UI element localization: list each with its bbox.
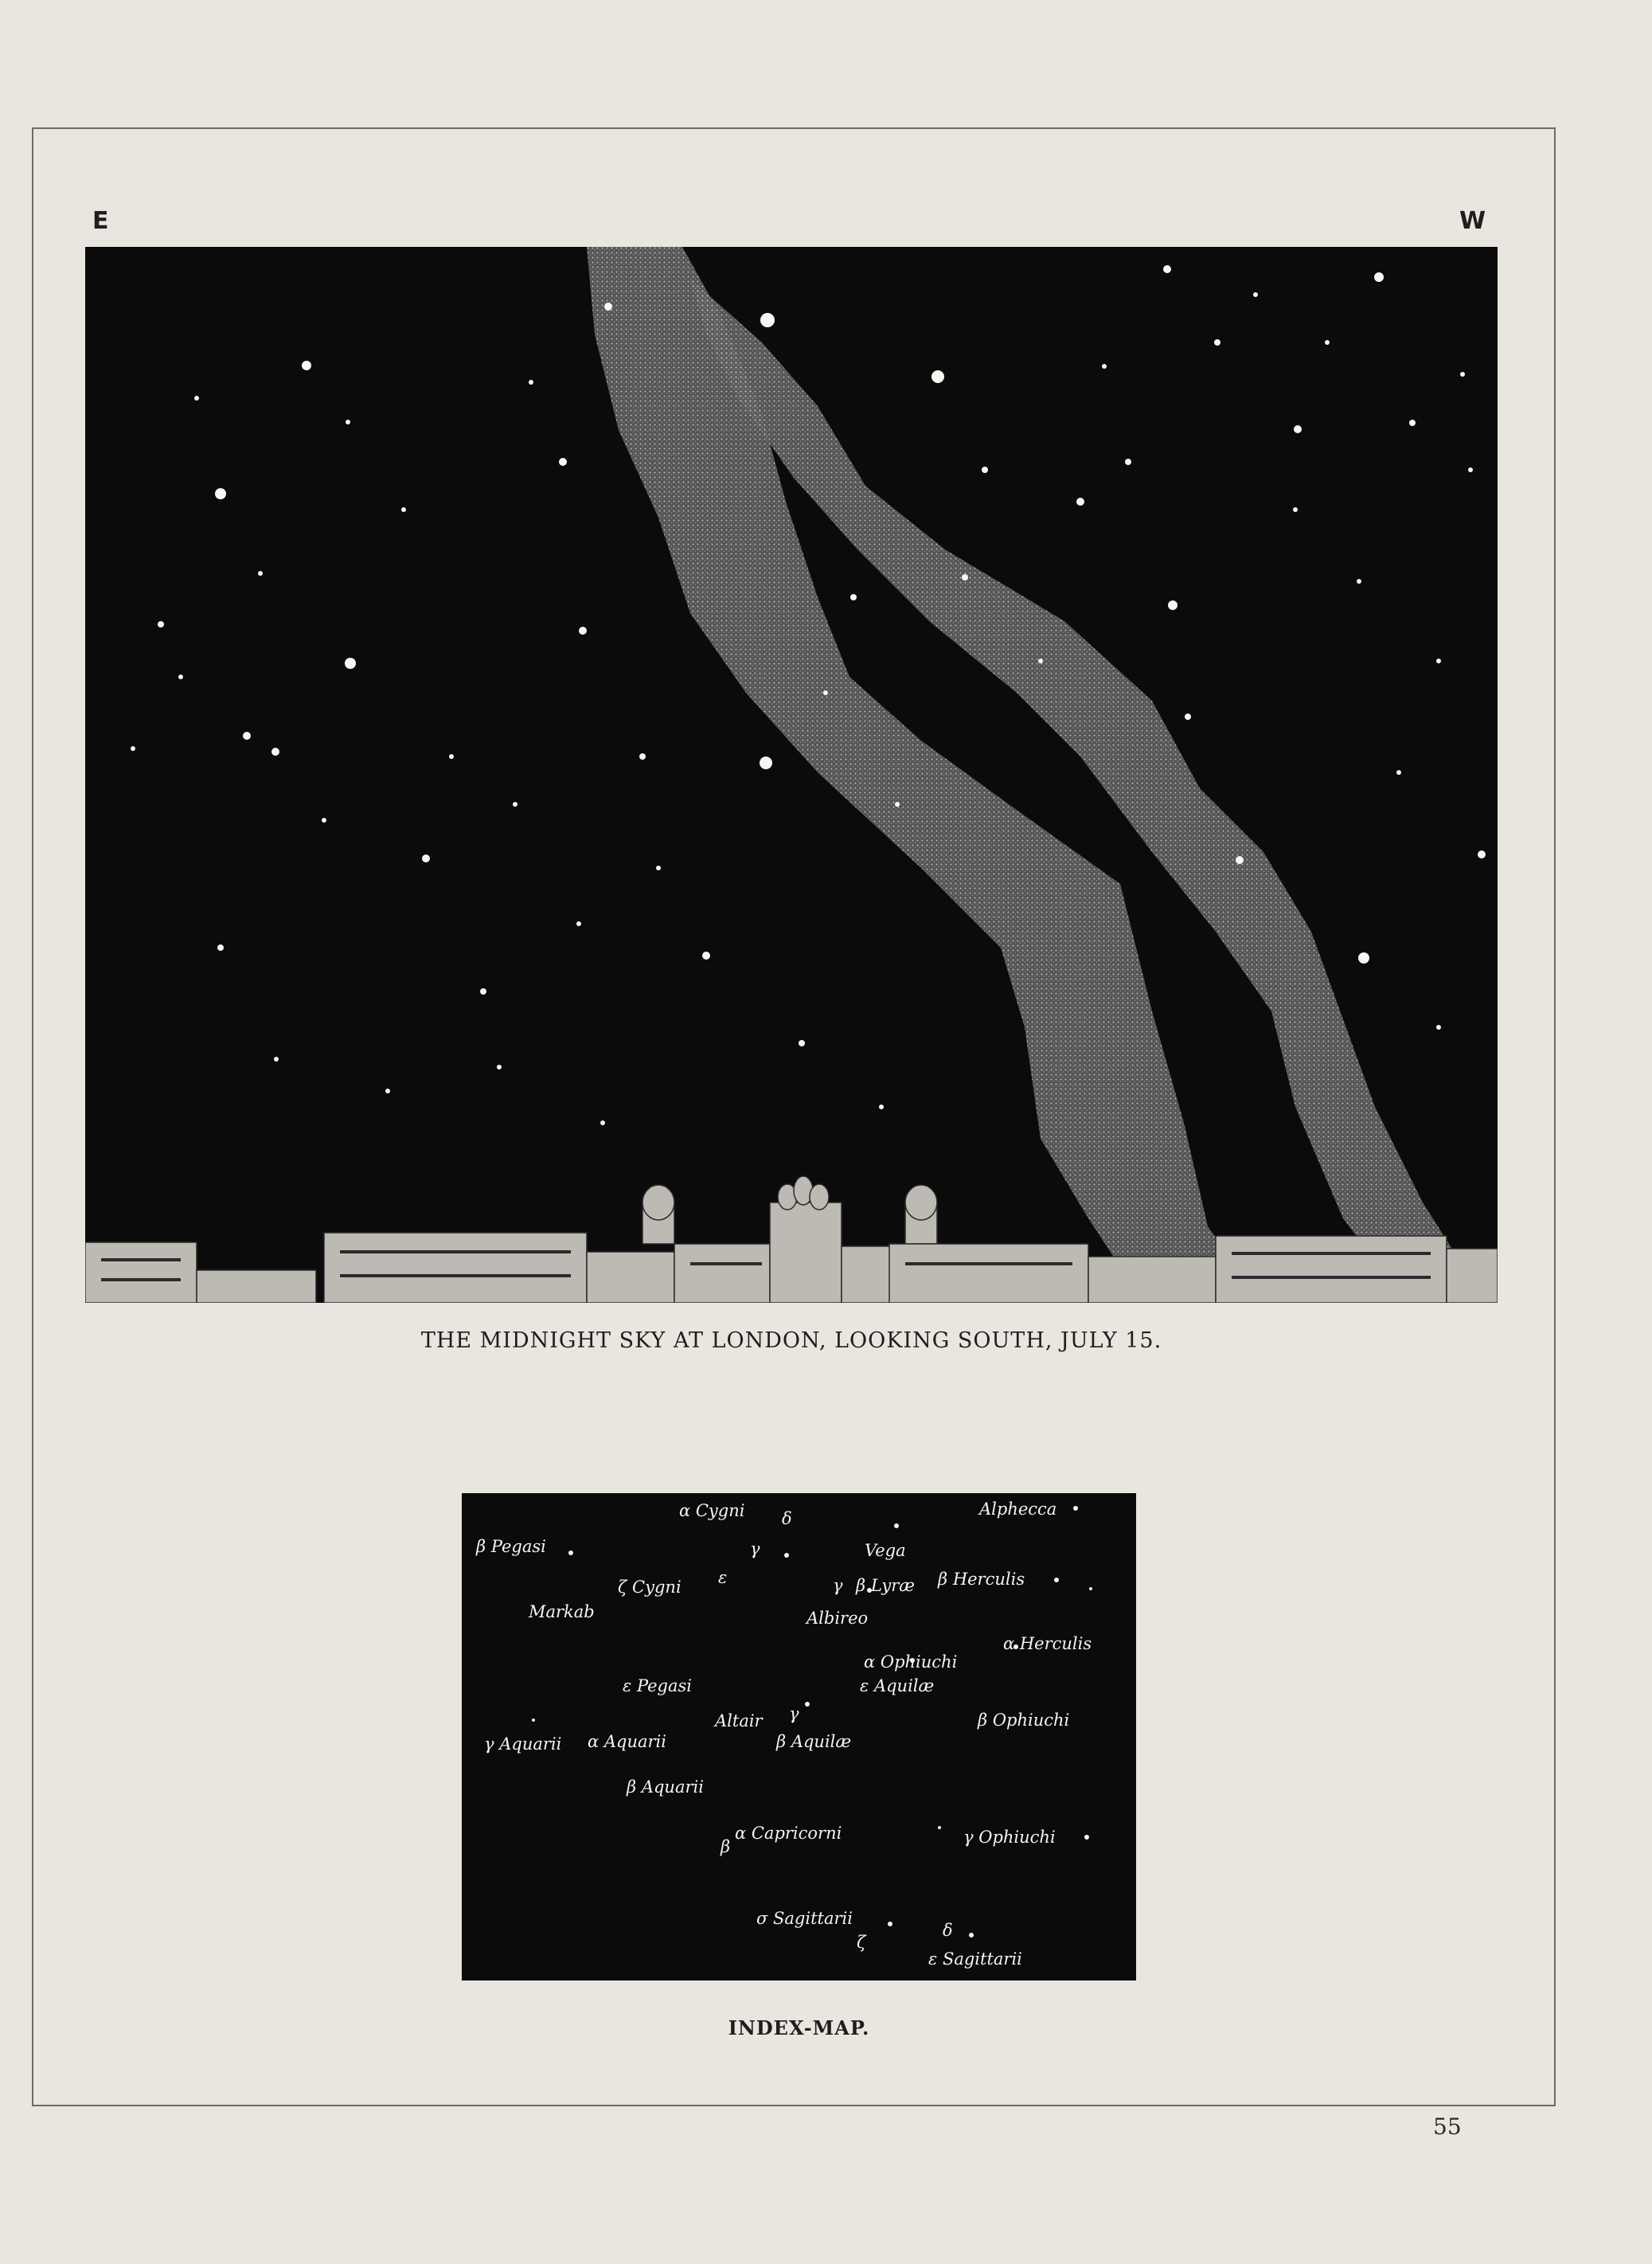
label-beta-ophiuchi: β Ophiuchi — [978, 1711, 1070, 1730]
label-gamma-1: γ — [750, 1539, 760, 1558]
label-zeta-cygni: ζ Cygni — [618, 1578, 681, 1597]
label-zeta: ζ — [857, 1933, 866, 1952]
label-altair: Altair — [715, 1711, 763, 1730]
main-figure-caption: THE MIDNIGHT SKY AT LONDON, LOOKING SOUTH, JULY 15. — [420, 1328, 1162, 1353]
label-gamma-aquarii: γ Aquarii — [484, 1734, 562, 1754]
index-map — [462, 1493, 1136, 1981]
label-gamma-3: γ — [789, 1704, 799, 1723]
compass-west-label: W — [1459, 207, 1486, 235]
label-markab: Markab — [529, 1602, 595, 1621]
label-alphecca: Alphecca — [979, 1500, 1057, 1519]
label-beta-herculis: β Herculis — [938, 1570, 1025, 1589]
label-beta: β — [721, 1837, 731, 1856]
label-alpha-herculis: α Herculis — [1003, 1634, 1092, 1653]
page-number: 55 — [1433, 2113, 1462, 2140]
label-albireo: Albireo — [806, 1609, 869, 1628]
label-alpha-cygni: α Cygni — [679, 1501, 745, 1520]
greenwich-skyline — [85, 1176, 1498, 1303]
label-beta-lyrae: β Lyræ — [856, 1576, 916, 1595]
label-beta-pegasi: β Pegasi — [476, 1537, 546, 1556]
label-delta-2: δ — [943, 1921, 953, 1940]
label-beta-aquilae: β Aquilæ — [776, 1732, 852, 1751]
label-epsilon-sagittarii: ε Sagittarii — [928, 1949, 1022, 1969]
label-epsilon-aquilae: ε Aquilæ — [860, 1676, 935, 1695]
label-delta: δ — [782, 1509, 792, 1528]
compass-east-label: E — [92, 207, 109, 235]
label-vega: Vega — [865, 1541, 906, 1560]
label-epsilon-pegasi: ε Pegasi — [623, 1676, 693, 1695]
label-gamma-2: γ — [833, 1576, 843, 1595]
midnight-sky-illustration — [85, 247, 1498, 1303]
index-map-caption: INDEX-MAP. — [728, 2016, 870, 2039]
label-beta-aquarii: β Aquarii — [627, 1777, 704, 1797]
label-alpha-aquarii: α Aquarii — [588, 1732, 666, 1751]
label-alpha-capricorni: α Capricorni — [735, 1824, 842, 1843]
label-alpha-ophiuchi: α Ophiuchi — [864, 1652, 958, 1672]
label-sigma-sagittarii: σ Sagittarii — [756, 1909, 853, 1928]
label-gamma-ophiuchi: γ Ophiuchi — [963, 1828, 1056, 1847]
label-epsilon: ε — [718, 1568, 728, 1587]
